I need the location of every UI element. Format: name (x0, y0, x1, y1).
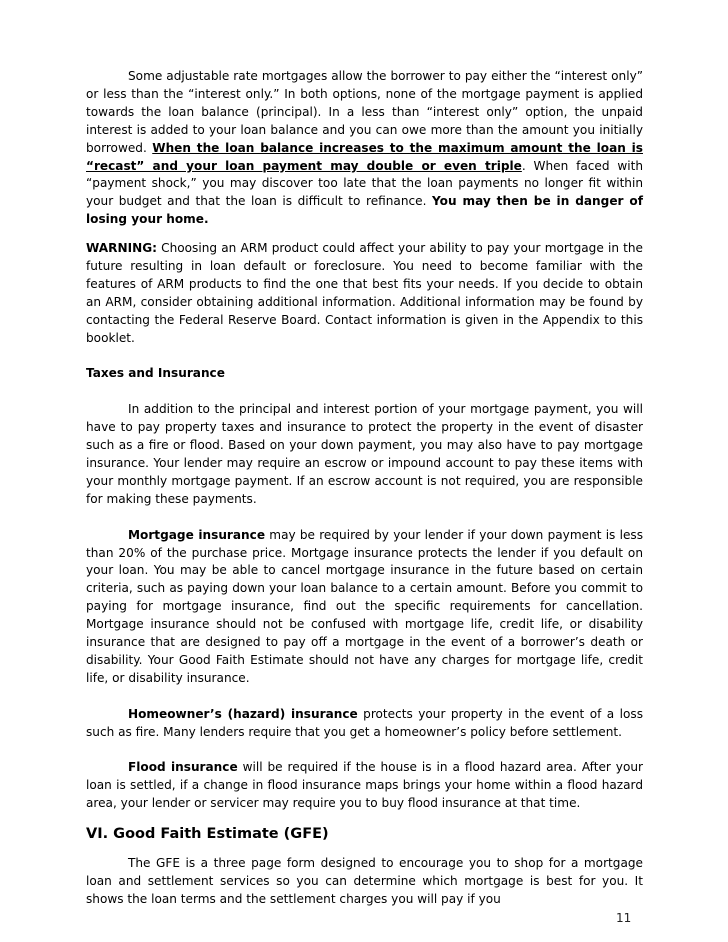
taxes-paragraph: In addition to the principal and interest portion of your mortgage payment, you will have to pay property taxes and insurance to protect the property in the event of disaster such as a fire or flood. Based on your down payment, you may also have to pay mortgage insurance. Your lender may require an escrow or impound account to pay these items with your monthly mortgage payment. If an escrow account is not required, you are responsible for making these payments. (86, 402, 643, 506)
taxes-heading: Taxes and Insurance (86, 366, 225, 381)
arm-text-cont: . When faced with “payment shock,” you may discover too late that the loan payments no longer fit within your budget and that the loan is difficult to refinance. (86, 158, 643, 209)
warning-paragraph (86, 240, 643, 347)
warning-text: Choosing an ARM product could affect your ability to pay your mortgage in the future resulting in loan default or foreclosure. You need to become familiar with the features of ARM products to find the one that best fits your needs. If you decide to obtain an ARM, consider obtaining additional information. Additional information may be found by contacting the Federal Reserve Board. Contact information is given in the Appendix to this booklet. (86, 241, 643, 345)
danger-text: You may then be in danger of losing your home. (86, 194, 643, 227)
flood-insurance-text: will be required if the house is in a flood hazard area. After your loan is settled, if a change in flood insurance maps brings your home within a flood hazard area, your lender or servicer may require you to buy flood insurance at that time. (86, 760, 643, 811)
document-page (86, 68, 643, 909)
recast-warning-text: When the loan balance increases to the maximum amount the loan is “recast” and your loan payment may double or even triple (86, 140, 643, 173)
arm-text: Some adjustable rate mortgages allow the borrower to pay either the “interest only” or less than the “interest only.” In both options, none of the mortgage payment is applied towards the loan balance (principal). In a less than “interest only” option, the unpaid interest is added to your loan balance and you can owe more than the amount you initially borrowed. (86, 69, 643, 155)
homeowners-insurance-paragraph (86, 706, 643, 742)
homeowners-insurance-term: Homeowner’s (hazard) insurance (128, 706, 358, 721)
warning-label: WARNING: (86, 241, 157, 256)
arm-paragraph (86, 68, 643, 229)
flood-insurance-term: Flood insurance (128, 760, 238, 775)
flood-insurance-paragraph (86, 759, 643, 813)
homeowners-insurance-text: protects your property in the event of a loss such as fire. Many lenders require that you get a homeowner’s policy before settlement. (86, 706, 644, 739)
mortgage-insurance-text: may be required by your lender if your down payment is less than 20% of the purchase price. Mortgage insurance protects the lender if you default on your loan. You may be able to cancel mortgage insurance in the future based on certain criteria, such as paying down your loan balance to a certain amount. Before you commit to paying for mortgage insurance, find out the specific requirements for cancellation. Mortgage insurance should not be confused with mortgage life, credit life, or disability insurance that are designed to pay off a mortgage in the event of a borrower’s death or disability. Your Good Faith Estimate should not have any charges for mortgage life, credit life, or disability insurance. (86, 527, 643, 685)
mortgage-insurance-term: Mortgage insurance (128, 527, 266, 542)
page-number: 11 (616, 911, 632, 925)
mortgage-insurance-paragraph (86, 527, 643, 688)
gfe-heading: VI. Good Faith Estimate (GFE) (86, 826, 329, 843)
gfe-paragraph: The GFE is a three page form designed to encourage you to shop for a mortgage loan and settlement services so you can determine which mortgage is best for you. It shows the loan terms and the settlement charges you will pay if you (86, 856, 643, 906)
